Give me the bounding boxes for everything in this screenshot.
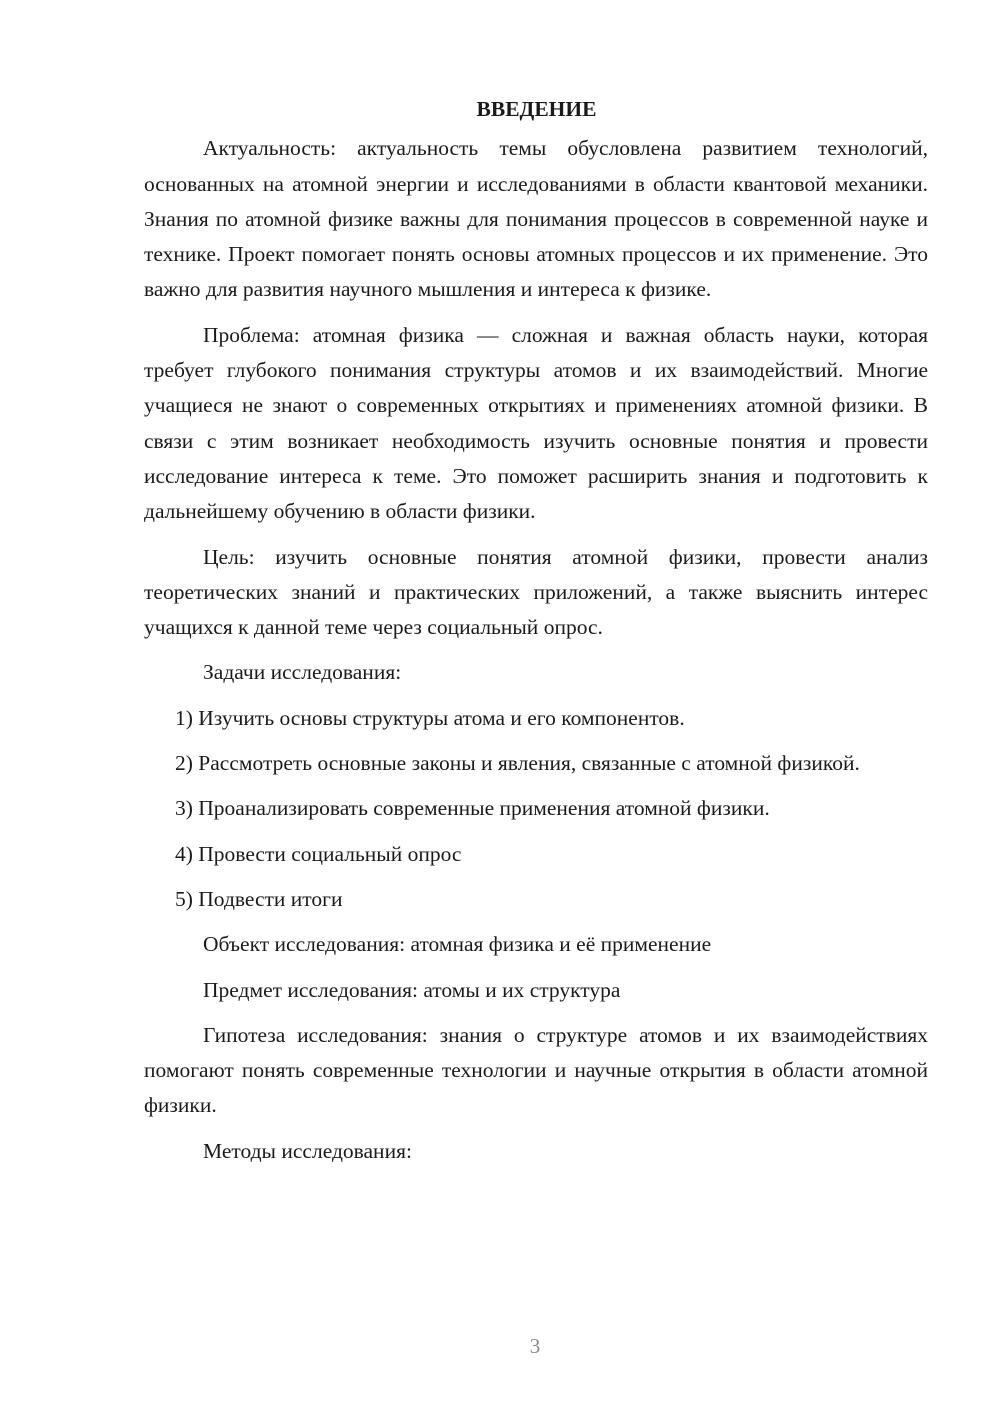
page-title: ВВЕДЕНИЕ bbox=[476, 97, 597, 121]
paragraph-subject: Предмет исследования: атомы и их структура bbox=[203, 977, 621, 1002]
task-item-1: 1) Изучить основы структуры атома и его компонентов. bbox=[175, 705, 685, 730]
paragraph-methods: Методы исследования: bbox=[203, 1138, 412, 1163]
task-item-5: 5) Подвести итоги bbox=[175, 886, 343, 911]
paragraph-relevance: Актуальность: актуальность темы обусловлена развитием технологий, основанных на атомной энергии и исследованиями в области квантовой механики. Знания по атомной физике важны для понимания процессов в современной науке и технике. Проект помогает понять основы атомных процессов и их применение. Это важно для развития научного мышления и интереса к физике. bbox=[144, 136, 928, 302]
paragraph-problem: Проблема: атомная физика — сложная и важная область науки, которая требует глубокого понимания структуры атомов и их взаимодействий. Многие учащиеся не знают о современных открытиях и применениях атомной физики. В связи с этим возникает необходимость изучить основные понятия и провести исследование интереса к теме. Это поможет расширить знания и подготовить к дальнейшему обучению в области физики. bbox=[144, 322, 928, 524]
paragraph-object: Объект исследования: атомная физика и её применение bbox=[203, 932, 712, 957]
page-number: 3 bbox=[529, 1334, 541, 1358]
task-item-2: 2) Рассмотреть основные законы и явления, связанные с атомной физикой. bbox=[175, 751, 860, 776]
paragraph-tasks-heading: Задачи исследования: bbox=[203, 660, 402, 685]
task-item-3: 3) Проанализировать современные применения атомной физики. bbox=[175, 796, 770, 821]
paragraph-hypothesis: Гипотеза исследования: знания о структуре атомов и их взаимодействиях помогают понять современные технологии и научные открытия в области атомной физики. bbox=[144, 1022, 928, 1118]
document-page bbox=[144, 92, 928, 1169]
paragraph-goal: Цель: изучить основные понятия атомной физики, провести анализ теоретических знаний и практических приложений, а также выяснить интерес учащихся к данной теме через социальный опрос. bbox=[144, 544, 928, 640]
task-item-4: 4) Провести социальный опрос bbox=[175, 841, 462, 866]
